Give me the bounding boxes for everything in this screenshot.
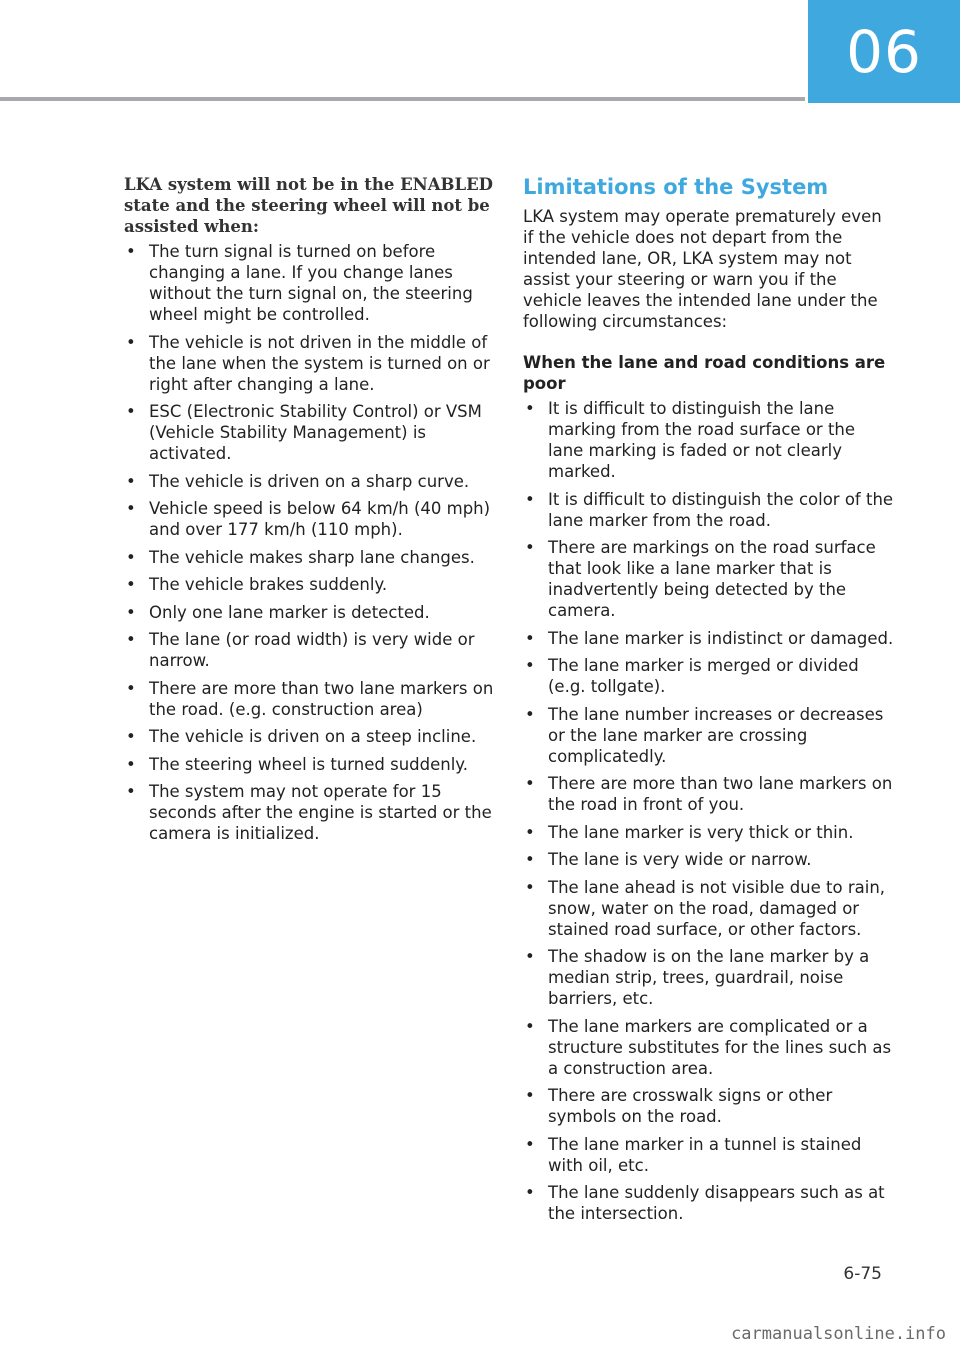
bullet-icon: •: [525, 877, 535, 897]
right-bullet-list: [523, 398, 895, 1224]
right-bullet-item: [523, 849, 895, 870]
bullet-icon: •: [525, 1183, 535, 1202]
bullet-icon: •: [126, 547, 136, 567]
bullet-icon: •: [126, 602, 136, 622]
right-bullet-item-text: The lane number increases or decreases or the lane marker are crossing complicatedly.: [548, 704, 884, 766]
right-bullet-item: [523, 704, 895, 767]
left-bullet-item: [124, 498, 494, 540]
right-bullet-item-text: The lane marker is merged or divided (e.g. tollgate).: [548, 656, 859, 696]
right-bullet-item: [523, 1085, 895, 1127]
right-bullet-item: [523, 877, 895, 940]
left-bullet-item: [124, 781, 494, 844]
left-bullet-item-text: The turn signal is turned on before changing a lane. If you change lanes without the turn signal on, the steering wheel might be controlled.: [149, 242, 473, 324]
bullet-icon: •: [126, 575, 136, 594]
left-bullet-item: [124, 726, 494, 747]
left-bullet-item: [124, 241, 494, 325]
bullet-icon: •: [525, 947, 535, 966]
right-bullet-item-text: The lane marker is indistinct or damaged.: [548, 628, 894, 648]
left-bullet-item: [124, 678, 494, 720]
bullet-icon: •: [525, 1016, 535, 1036]
bullet-icon: •: [126, 402, 136, 421]
right-bullet-item: [523, 946, 895, 1009]
right-bullet-item: [523, 398, 895, 482]
right-bullet-item: [523, 822, 895, 843]
left-bullet-item-text: The lane (or road width) is very wide or narrow.: [149, 630, 475, 670]
bullet-icon: •: [525, 538, 535, 557]
left-column: [124, 174, 494, 851]
right-bullet-item-text: There are more than two lane markers on the road in front of you.: [548, 774, 893, 814]
chapter-number: 06: [846, 17, 922, 86]
lka-not-enabled-heading: LKA system will not be in the ENABLED state and the steering wheel will not be assisted when:: [124, 175, 493, 236]
page-number: 6-75: [843, 1264, 882, 1284]
bullet-icon: •: [525, 489, 535, 509]
bullet-icon: •: [525, 628, 535, 648]
chapter-tab: [808, 0, 960, 103]
bullet-icon: •: [525, 822, 535, 842]
left-bullet-item: [124, 754, 494, 775]
right-bullet-item: [523, 1134, 895, 1176]
footer-watermark: [0, 1322, 960, 1346]
bullet-icon: •: [126, 499, 136, 518]
bullet-icon: •: [126, 332, 136, 352]
left-bullet-item-text: The steering wheel is turned suddenly.: [149, 754, 468, 774]
bullet-icon: •: [126, 242, 136, 261]
left-bullet-item-text: The system may not operate for 15 seconds after the engine is started or the camera is initialized.: [149, 782, 492, 843]
left-bullet-item: [124, 574, 494, 595]
right-bullet-item-text: The lane suddenly disappears such as at the intersection.: [548, 1183, 885, 1223]
left-bullet-item-text: The vehicle brakes suddenly.: [149, 575, 388, 594]
bullet-icon: •: [525, 704, 535, 724]
right-bullet-item-text: The lane marker is very thick or thin.: [548, 822, 854, 842]
lane-conditions-subheading: When the lane and road conditions are poor: [523, 353, 886, 393]
left-bullet-item-text: The vehicle is driven on a steep incline.: [149, 727, 477, 746]
right-bullet-item: [523, 655, 895, 697]
right-bullet-item-text: The lane ahead is not visible due to rain, snow, water on the road, damaged or stained road surface, or other factors.: [548, 877, 886, 939]
bullet-icon: •: [126, 782, 136, 801]
header-rule: [0, 97, 805, 101]
left-bullet-item-text: There are more than two lane markers on the road. (e.g. construction area): [149, 678, 494, 719]
bullet-icon: •: [126, 471, 136, 491]
bullet-icon: •: [126, 754, 136, 774]
right-bullet-item: [523, 773, 895, 815]
left-bullet-item-text: The vehicle is not driven in the middle of the lane when the system is turned on or right after changing a lane.: [149, 332, 490, 394]
right-bullet-item: [523, 537, 895, 621]
bullet-icon: •: [126, 678, 136, 698]
bullet-icon: •: [525, 399, 535, 418]
right-column: [523, 173, 895, 1231]
right-bullet-item-text: The lane is very wide or narrow.: [548, 850, 812, 869]
left-bullet-item: [124, 401, 494, 464]
left-bullet-item: [124, 547, 494, 568]
right-bullet-item-text: There are markings on the road surface that look like a lane marker that is inadvertently being detected by the camera.: [548, 538, 876, 620]
right-bullet-item: [523, 1016, 895, 1079]
right-bullet-item: [523, 1182, 895, 1224]
bullet-icon: •: [525, 656, 535, 675]
section-title: Limitations of the System: [523, 175, 829, 199]
right-bullet-item-text: It is difficult to distinguish the color of the lane marker from the road.: [548, 489, 894, 530]
right-bullet-item-text: It is difficult to distinguish the lane marking from the road surface or the lane marking is faded or not clearly marked.: [548, 399, 856, 481]
bullet-icon: •: [525, 1086, 535, 1105]
left-bullet-item: [124, 629, 494, 671]
bullet-icon: •: [525, 1134, 535, 1154]
left-bullet-item-text: ESC (Electronic Stability Control) or VSM (Vehicle Stability Management) is activated.: [149, 402, 482, 463]
watermark-text: carmanualsonline.info: [731, 1324, 946, 1344]
left-bullet-list: [124, 241, 494, 844]
right-bullet-item-text: There are crosswalk signs or other symbols on the road.: [548, 1086, 833, 1126]
intro-paragraph: LKA system may operate prematurely even if the vehicle does not depart from the intended lane, OR, LKA system may not assist your steering or warn you if the vehicle leaves the intended lane under the following circumstances:: [523, 207, 882, 331]
right-bullet-item: [523, 628, 895, 649]
bullet-icon: •: [126, 630, 136, 649]
right-bullet-item-text: The lane markers are complicated or a structure substitutes for the lines such as a construction area.: [548, 1016, 892, 1078]
bullet-icon: •: [525, 850, 535, 869]
left-bullet-item: [124, 332, 494, 395]
left-bullet-item: [124, 471, 494, 492]
left-bullet-item: [124, 602, 494, 623]
left-bullet-item-text: The vehicle is driven on a sharp curve.: [149, 471, 470, 491]
right-bullet-item: [523, 489, 895, 531]
right-bullet-item-text: The lane marker in a tunnel is stained with oil, etc.: [548, 1134, 862, 1175]
left-bullet-item-text: Vehicle speed is below 64 km/h (40 mph) and over 177 km/h (110 mph).: [149, 499, 491, 539]
left-bullet-item-text: Only one lane marker is detected.: [149, 602, 430, 622]
bullet-icon: •: [126, 727, 136, 746]
right-bullet-item-text: The shadow is on the lane marker by a median strip, trees, guardrail, noise barriers, etc.: [548, 947, 870, 1008]
bullet-icon: •: [525, 774, 535, 793]
left-bullet-item-text: The vehicle makes sharp lane changes.: [149, 547, 475, 567]
